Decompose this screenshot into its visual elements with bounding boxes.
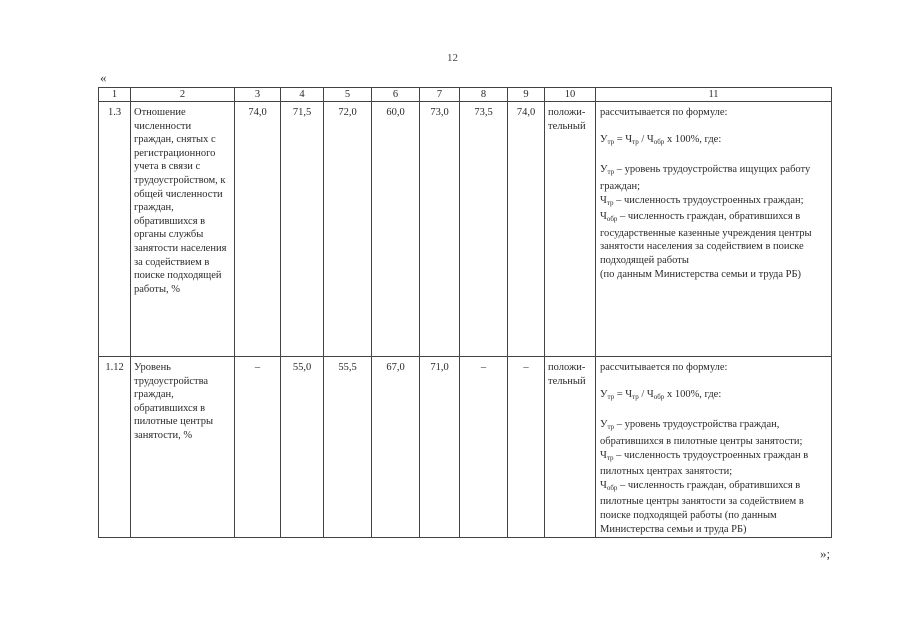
header-cell: 4: [281, 88, 324, 102]
page-number: 12: [447, 52, 458, 64]
definition-1: $У_{тр}$ – уровень трудоустройства ищущих работу граждан;: [600, 164, 811, 192]
formula: $У_{тр} = Ч_{тр} / Ч_{обр}$ х 100%, где:: [600, 134, 722, 147]
value-cell: –: [460, 357, 508, 538]
definition-3: $Ч_{обр}$ – численность граждан, обратившихся в государственные казенные учреждения центры занятости населения за содействием в поиске подходящей работы: [600, 211, 812, 266]
column-number-row: [99, 88, 832, 102]
value-cell: 71,0: [420, 357, 460, 538]
table-row: [99, 102, 832, 357]
value-cell: 71,5: [281, 102, 324, 357]
value-cell: 60,0: [372, 102, 420, 357]
value-cell: 55,5: [324, 357, 372, 538]
definition-1: $У_{тр}$ – уровень трудоустройства граждан, обратившихся в пилотные центры занятости;: [600, 419, 803, 447]
source-note: (по данным Министерства семьи и труда РБ): [600, 268, 802, 280]
definition-2: $Ч_{тр}$ – численность трудоустроенных граждан в пилотных центрах занятости;: [600, 449, 809, 478]
header-cell: 8: [460, 88, 508, 102]
indicators-table: [98, 87, 832, 538]
header-cell: 2: [131, 88, 235, 102]
opening-quote-mark: «: [100, 70, 107, 85]
definition-3: $Ч_{обр}$ – численность граждан, обратившихся в пилотные центры занятости за содействием в поиске подходящей работы (по данным Министерства семьи и труда РБ): [600, 479, 804, 535]
value-cell: 67,0: [372, 357, 420, 538]
header-cell: 11: [596, 88, 832, 102]
row-number: 1.3: [99, 102, 131, 357]
indicator-name: Уровень трудоустройства граждан, обратившихся в пилотные центры занятости, %: [131, 357, 235, 538]
row-number: 1.12: [99, 357, 131, 538]
value-cell: –: [235, 357, 281, 538]
calculation-method: [596, 102, 832, 357]
value-cell: –: [508, 357, 545, 538]
definition-2: $Ч_{тр}$ – численность трудоустроенных граждан;: [600, 194, 804, 207]
formula-intro: рассчитывается по формуле:: [600, 362, 728, 373]
closing-quote-mark: »;: [820, 546, 831, 561]
header-cell: 7: [420, 88, 460, 102]
value-cell: 74,0: [235, 102, 281, 357]
header-cell: 1: [99, 88, 131, 102]
formula: $У_{тр} = Ч_{тр} / Ч_{обр}$ х 100%, где:: [600, 389, 722, 402]
direction-cell: положи-тельный: [545, 357, 596, 538]
formula-intro: рассчитывается по формуле:: [600, 107, 728, 118]
value-cell: 73,0: [420, 102, 460, 357]
value-cell: 73,5: [460, 102, 508, 357]
header-cell: 10: [545, 88, 596, 102]
header-cell: 9: [508, 88, 545, 102]
header-cell: 6: [372, 88, 420, 102]
header-cell: 5: [324, 88, 372, 102]
table-row: [99, 357, 832, 538]
value-cell: 55,0: [281, 357, 324, 538]
calculation-method: [596, 357, 832, 538]
value-cell: 72,0: [324, 102, 372, 357]
value-cell: 74,0: [508, 102, 545, 357]
direction-cell: положи-тельный: [545, 102, 596, 357]
indicator-name: Отношение численности граждан, снятых с регистрационного учета в связи с трудоустройством, к общей численности граждан, обратившихся в органы службы занятости населения за содействием в поиске подходящей работы, %: [131, 102, 235, 357]
header-cell: 3: [235, 88, 281, 102]
